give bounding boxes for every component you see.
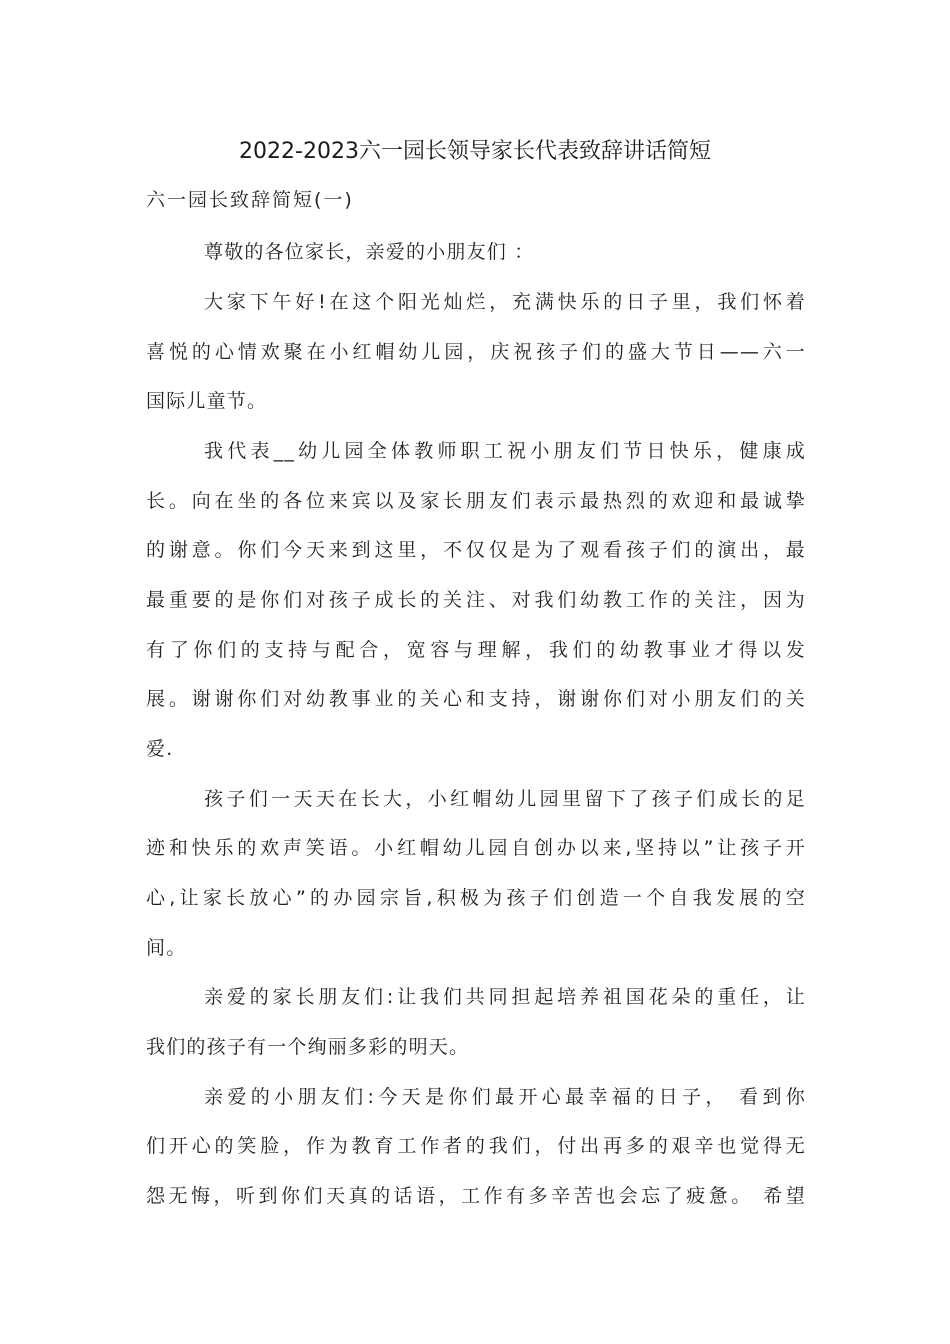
paragraph-line: 怨无悔，听到你们天真的话语，工作有多辛苦也会忘了疲惫。 希望 bbox=[146, 1185, 806, 1207]
paragraph-line: 迹和快乐的欢声笑语。小红帽幼儿园自创办以来,坚持以”让孩子开 bbox=[146, 837, 806, 859]
paragraph-line: 国际儿童节。 bbox=[146, 390, 268, 412]
paragraph-line: 我们的孩子有一个绚丽多彩的明天。 bbox=[146, 1036, 470, 1058]
paragraph-line: 长。向在坐的各位来宾以及家长朋友们表示最热烈的欢迎和最诚挚 bbox=[146, 490, 806, 512]
document-title: 2022-2023六一园长领导家长代表致辞讲话简短 bbox=[239, 139, 711, 164]
section-heading: 六一园长致辞简短(一) bbox=[146, 189, 354, 211]
paragraph-line: 爱. bbox=[146, 738, 174, 760]
paragraph-line: 的谢意。你们今天来到这里，不仅仅是为了观看孩子们的演出，最 bbox=[146, 539, 806, 561]
paragraph-line: 们开心的笑脸，作为教育工作者的我们，付出再多的艰辛也觉得无 bbox=[146, 1135, 806, 1157]
paragraph-line: 喜悦的心情欢聚在小红帽幼儿园，庆祝孩子们的盛大节日——六一 bbox=[146, 341, 806, 363]
paragraph-line: 孩子们一天天在长大，小红帽幼儿园里留下了孩子们成长的足 bbox=[204, 788, 806, 810]
salutation-line: 尊敬的各位家长，亲爱的小朋友们 ： bbox=[204, 241, 535, 263]
paragraph-line: 我代表__幼儿园全体教师职工祝小朋友们节日快乐，健康成 bbox=[204, 440, 806, 462]
paragraph-line: 亲爱的小朋友们:今天是你们最开心最幸福的日子， 看到你 bbox=[204, 1086, 806, 1108]
paragraph-line: 有了你们的支持与配合，宽容与理解，我们的幼教事业才得以发 bbox=[146, 639, 806, 661]
paragraph-line: 间。 bbox=[146, 937, 187, 959]
paragraph-line: 大家下午好!在这个阳光灿烂，充满快乐的日子里，我们怀着 bbox=[204, 291, 806, 313]
paragraph-line: 展。谢谢你们对幼教事业的关心和支持，谢谢你们对小朋友们的关 bbox=[146, 688, 806, 710]
paragraph-line: 心,让家长放心”的办园宗旨,积极为孩子们创造一个自我发展的空 bbox=[146, 887, 806, 909]
paragraph-line: 最重要的是你们对孩子成长的关注、对我们幼教工作的关注，因为 bbox=[146, 589, 806, 611]
paragraph-line: 亲爱的家长朋友们:让我们共同担起培养祖国花朵的重任，让 bbox=[204, 986, 806, 1008]
